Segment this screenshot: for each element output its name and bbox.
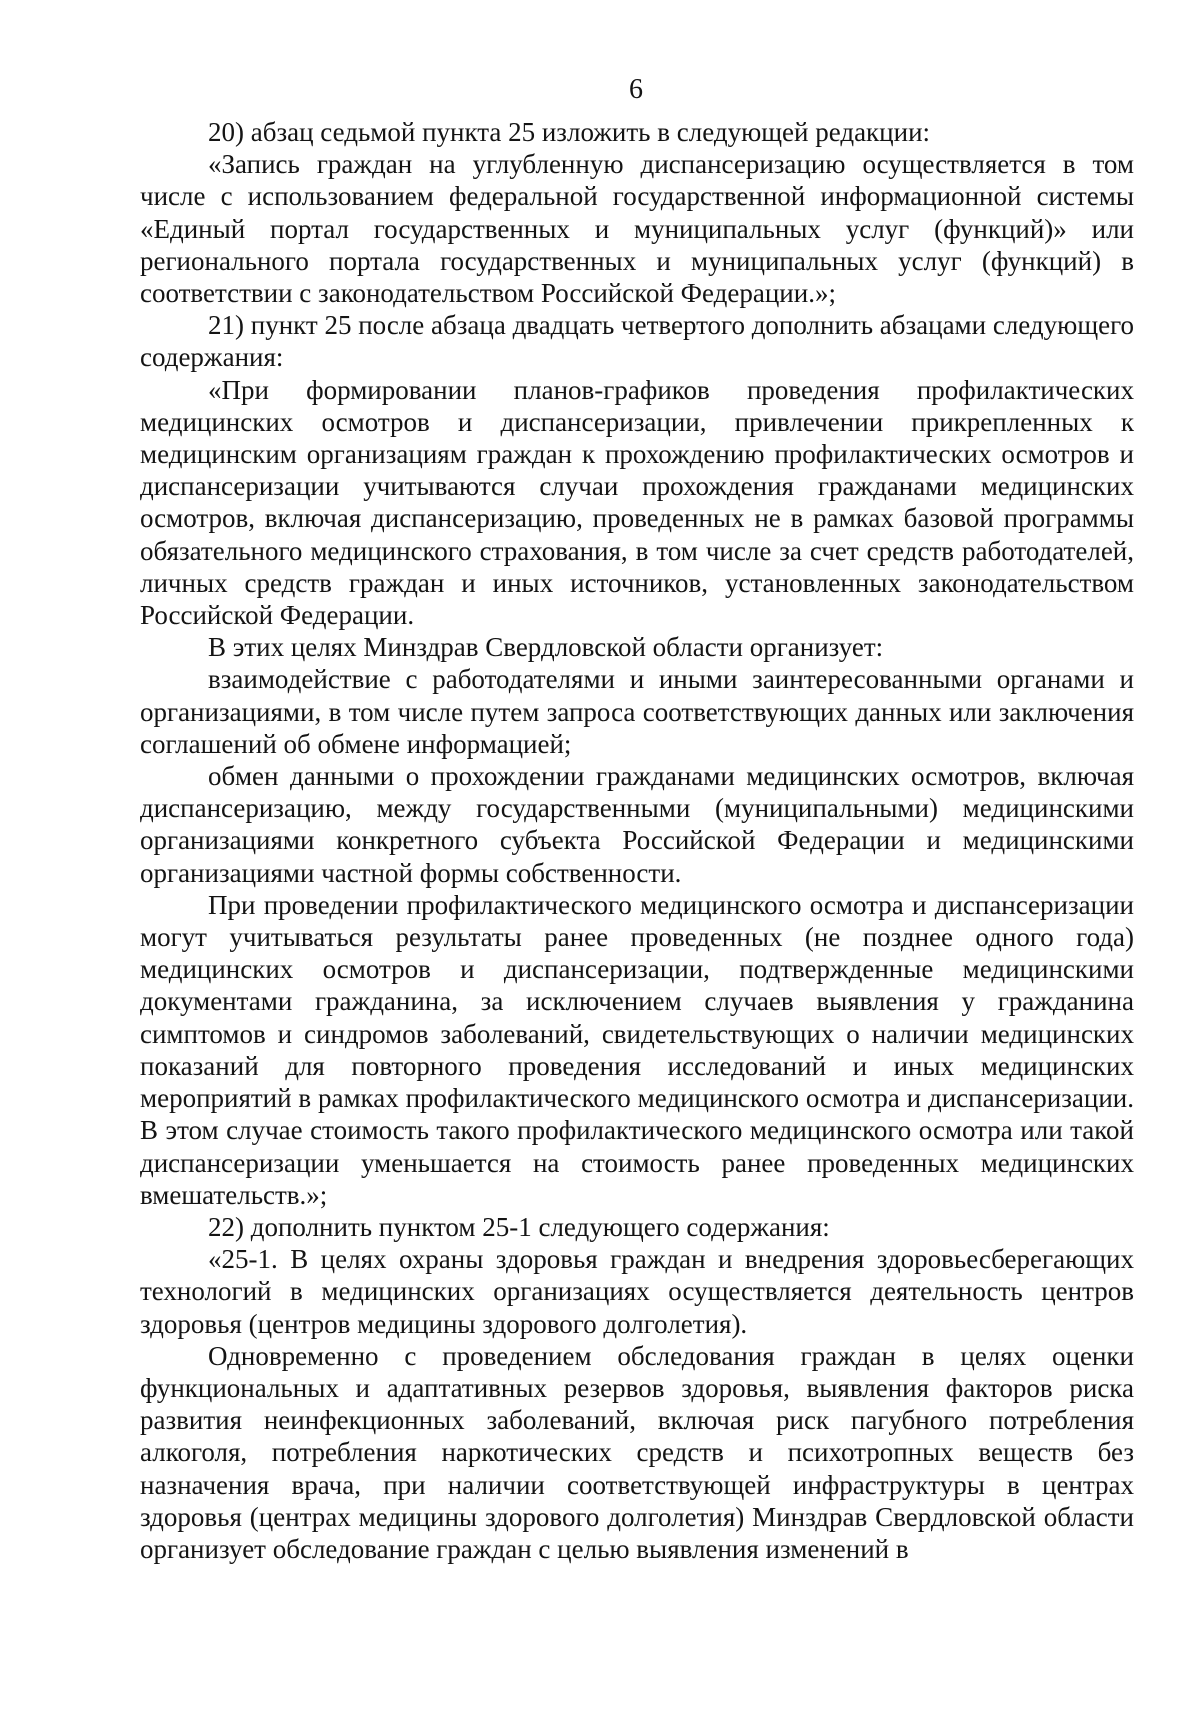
document-body: [140, 116, 1134, 1565]
paragraph-quote-record: «Запись граждан на углубленную диспансеризацию осуществляется в том числе с использованием федеральной государственной информационной системы «Единый портал государственных и муниципальных услуг (функций)» или регионального портала государственных и муниципальных услуг (функций) в соответствии с законодательством Российской Федерации.»;: [140, 149, 1134, 309]
paragraph-previous-results: При проведении профилактического медицинского осмотра и диспансеризации могут учитываться результаты ранее проведенных (не позднее одного года) медицинских осмотров и диспансеризации, подтвержденные медицинскими документами гражданина, за исключением случаев выявления у гражданина симптомов и синдромов заболеваний, свидетельствующих о наличии медицинских показаний для повторного проведения исследований и иных медицинских мероприятий в рамках профилактического медицинского осмотра и диспансеризации. В этом случае стоимость такого профилактического медицинского осмотра или такой диспансеризации уменьшается на стоимость ранее проведенных медицинских вмешательств.»;: [140, 889, 1134, 1210]
paragraph-item-22: 22) дополнить пунктом 25-1 следующего содержания:: [208, 1211, 830, 1242]
paragraph-health-centers: Одновременно с проведением обследования граждан в целях оценки функциональных и адаптативных резервов здоровья, выявления факторов риска развития неинфекционных заболеваний, включая риск пагубного потребления алкоголя, потребления наркотических средств и психотропных веществ без назначения врача, при наличии соответствующей инфраструктуры в центрах здоровья (центрах медицины здорового долголетия) Минздрав Свердловской области организует обследование граждан с целью выявления изменений в: [140, 1340, 1134, 1564]
paragraph-point-25-1: «25-1. В целях охраны здоровья граждан и внедрения здоровьесберегающих технологий в медицинских организациях осуществляется деятельность центров здоровья (центров медицины здорового долголетия).: [140, 1244, 1134, 1339]
page-number: 6: [629, 74, 643, 105]
paragraph-ministry-organizes: В этих целях Минздрав Свердловской области организует:: [208, 632, 884, 663]
paragraph-interaction: взаимодействие с работодателями и иными заинтересованными органами и организациями, в том числе путем запроса соответствующих данных или заключения соглашений об обмене информацией;: [140, 664, 1134, 759]
paragraph-item-20: 20) абзац седьмой пункта 25 изложить в следующей редакции:: [208, 117, 931, 147]
paragraph-item-21: 21) пункт 25 после абзаца двадцать четвертого дополнить абзацами следующего содержания:: [140, 310, 1135, 373]
paragraph-data-exchange: обмен данными о прохождении гражданами медицинских осмотров, включая диспансеризацию, между государственными (муниципальными) медицинскими организациями конкретного субъекта Российской Федерации и медицинскими организациями частной формы собственности.: [140, 761, 1134, 888]
paragraph-quote-plans: «При формировании планов-графиков проведения профилактических медицинских осмотров и диспансеризации, привлечении прикрепленных к медицинским организациям граждан к прохождению профилактических осмотров и диспансеризации учитываются случаи прохождения гражданами медицинских осмотров, включая диспансеризацию, проведенных не в рамках базовой программы обязательного медицинского страхования, в том числе за счет средств работодателей, личных средств граждан и иных источников, установленных законодательством Российской Федерации.: [140, 374, 1134, 631]
